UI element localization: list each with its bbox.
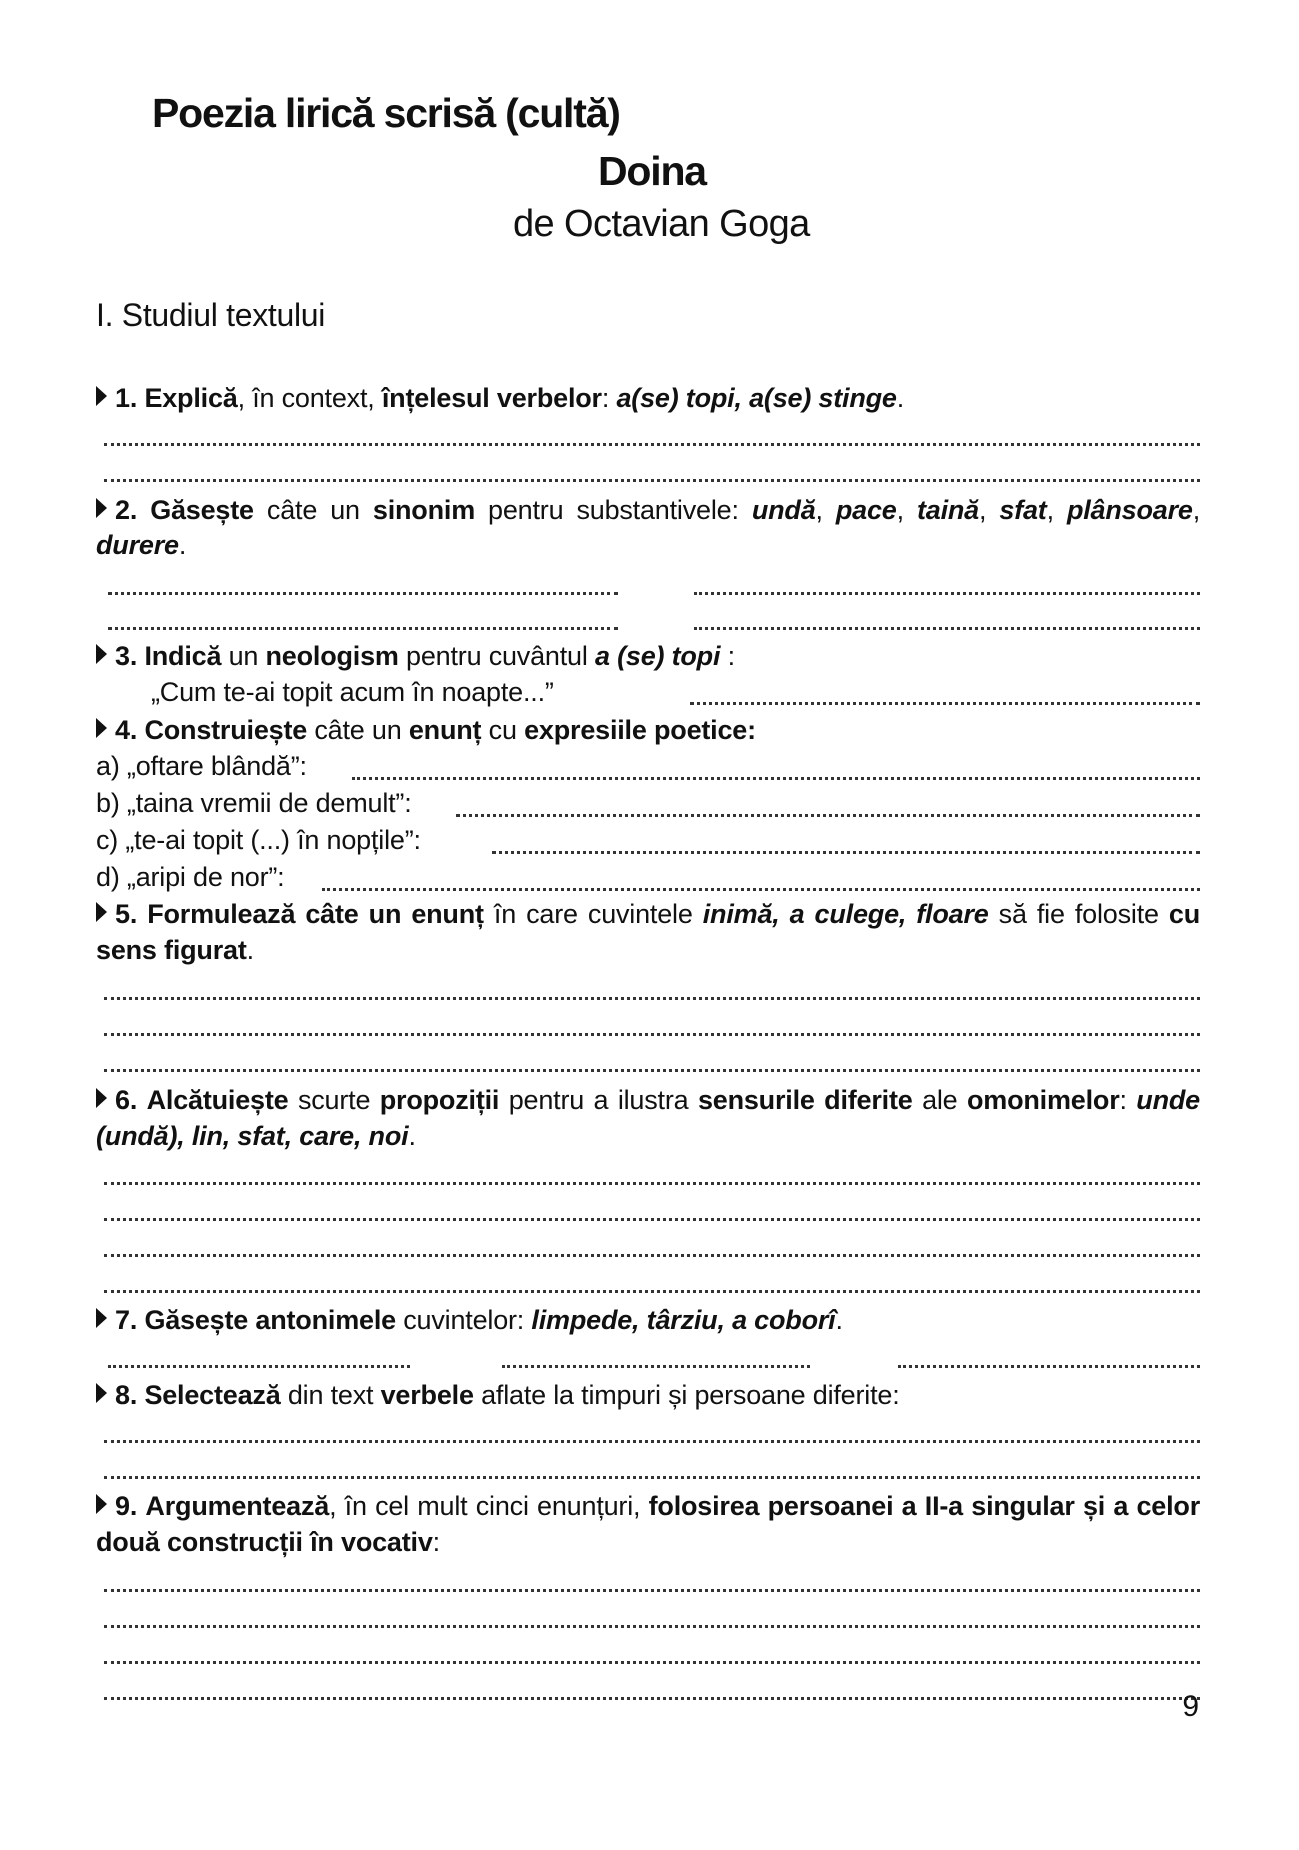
answer-line[interactable] <box>104 1218 1200 1221</box>
question-verb: Găsește antonimele <box>144 1305 396 1335</box>
question-word: plânsoare <box>1066 495 1193 525</box>
question-text: aflate la timpuri și persoane diferite: <box>473 1380 900 1410</box>
question-number: 4. <box>115 715 138 745</box>
question-text: pentru cuvântul <box>398 641 595 671</box>
question-text: : <box>1119 1085 1137 1115</box>
answer-line[interactable] <box>104 997 1200 1000</box>
question-word: sfat <box>999 495 1047 525</box>
question-verb: Explică <box>144 383 238 413</box>
question-number: 1. <box>115 383 138 413</box>
question-text: câte un <box>307 715 409 745</box>
bullet-arrow-icon <box>96 1494 107 1514</box>
question-key: folosirea persoanei a II-a singular și a celor <box>648 1491 1200 1521</box>
question-word: durere <box>96 530 179 560</box>
bullet-arrow-icon <box>96 498 107 518</box>
answer-line[interactable] <box>502 1365 810 1368</box>
question-key: cu <box>1168 899 1201 929</box>
question-number: 9. <box>115 1491 138 1521</box>
bullet-arrow-icon <box>96 1383 107 1403</box>
answer-line[interactable] <box>104 479 1200 482</box>
page-number: 9 <box>1182 1690 1199 1723</box>
section-heading: I. Studiul textului <box>96 297 326 333</box>
question-text: ale <box>912 1085 967 1115</box>
question-text: . <box>896 383 905 413</box>
bullet-arrow-icon <box>96 718 107 738</box>
answer-line[interactable] <box>456 814 1200 817</box>
question-number: 2. <box>115 495 138 525</box>
question-number: 3. <box>115 641 138 671</box>
separator: , <box>896 495 917 525</box>
answer-line[interactable] <box>104 443 1200 446</box>
question-2 <box>96 495 1200 526</box>
question-text: un <box>221 641 266 671</box>
question-key: sens figurat <box>96 935 247 965</box>
separator: , <box>979 495 1000 525</box>
separator: , <box>815 495 836 525</box>
question-text: . <box>408 1121 416 1151</box>
question-text: din text <box>280 1380 381 1410</box>
question-verb: Alcătuiește <box>146 1085 289 1115</box>
question-key: expresiile poetice: <box>524 715 756 745</box>
question-word: undă <box>751 495 816 525</box>
question-key: omonimelor <box>966 1085 1120 1115</box>
quote-line: „Cum te-ai topit acum în noapte...” <box>151 677 554 707</box>
poem-author: de Octavian Goga <box>513 203 810 245</box>
question-text: , în context, <box>237 383 382 413</box>
answer-line[interactable] <box>322 888 1200 891</box>
question-text: pentru substantivele: <box>475 495 752 525</box>
bullet-arrow-icon <box>96 1088 107 1108</box>
item-d-label: d) „aripi de nor”: <box>96 862 285 892</box>
question-words: limpede, târziu, a coborî <box>531 1305 836 1335</box>
question-5-continued <box>96 935 254 966</box>
question-words: (undă), lin, sfat, care, noi <box>96 1121 409 1151</box>
answer-line[interactable] <box>104 1476 1200 1479</box>
question-text: , în cel mult cinci enunțuri, <box>329 1491 649 1521</box>
bullet-arrow-icon <box>96 902 107 922</box>
question-key: sinonim <box>372 495 475 525</box>
answer-line[interactable] <box>104 1625 1200 1628</box>
question-text: . <box>835 1305 843 1335</box>
question-words: inimă, a culege, floare <box>702 899 989 929</box>
answer-line[interactable] <box>104 1290 1200 1293</box>
question-text: pentru a ilustra <box>499 1085 698 1115</box>
question-text: cuvintelor: <box>395 1305 532 1335</box>
answer-line[interactable] <box>108 627 618 630</box>
separator: , <box>1192 495 1201 525</box>
question-6 <box>96 1085 1200 1116</box>
question-verb: Formulează câte un enunț <box>147 899 484 929</box>
separator: , <box>1046 495 1067 525</box>
question-key: sensurile diferite <box>697 1085 913 1115</box>
bullet-arrow-icon <box>96 1308 107 1328</box>
answer-line[interactable] <box>108 1365 410 1368</box>
question-word: a (se) topi <box>594 641 721 671</box>
bullet-arrow-icon <box>96 644 107 664</box>
question-key: propoziții <box>379 1085 500 1115</box>
answer-line[interactable] <box>104 1069 1200 1072</box>
question-text: în care cuvintele <box>483 899 703 929</box>
answer-line[interactable] <box>694 627 1200 630</box>
answer-line[interactable] <box>898 1365 1200 1368</box>
question-verb: Găsește <box>150 495 254 525</box>
question-number: 7. <box>115 1305 138 1335</box>
question-text: . <box>246 935 254 965</box>
question-key: neologism <box>265 641 399 671</box>
question-text: să fie folosite <box>988 899 1169 929</box>
lesson-title: Poezia lirică scrisă (cultă) <box>152 90 620 136</box>
question-text: cu <box>481 715 525 745</box>
question-8 <box>96 1380 900 1411</box>
question-9 <box>96 1491 1200 1522</box>
question-3 <box>96 641 735 672</box>
question-text: : <box>720 641 735 671</box>
question-text: . <box>178 530 187 560</box>
question-number: 6. <box>115 1085 138 1115</box>
item-a-label: a) „oftare blândă”: <box>96 751 307 781</box>
bullet-arrow-icon <box>96 386 107 406</box>
question-word: unde <box>1136 1085 1200 1115</box>
question-text: : <box>432 1527 440 1557</box>
answer-line[interactable] <box>104 1697 1200 1700</box>
poem-title: Doina <box>598 148 706 194</box>
question-verb: Selectează <box>144 1380 281 1410</box>
question-5 <box>96 899 1200 930</box>
question-9-continued <box>96 1527 440 1558</box>
answer-line[interactable] <box>104 1661 1200 1664</box>
answer-line[interactable] <box>690 702 1200 705</box>
question-key: două construcții în vocativ <box>96 1527 433 1557</box>
question-text: scurte <box>288 1085 380 1115</box>
answer-line[interactable] <box>108 592 618 595</box>
question-key: înțelesul verbelor <box>381 383 602 413</box>
question-7 <box>96 1305 843 1336</box>
question-word: pace <box>835 495 897 525</box>
question-4 <box>96 715 756 746</box>
answer-line[interactable] <box>104 1440 1200 1443</box>
answer-line[interactable] <box>104 1589 1200 1592</box>
answer-line[interactable] <box>104 1254 1200 1257</box>
question-number: 8. <box>115 1380 138 1410</box>
question-key: verbele <box>380 1380 474 1410</box>
answer-line[interactable] <box>104 1033 1200 1036</box>
item-c-label: c) „te-ai topit (...) în nopțile”: <box>96 825 421 855</box>
question-1 <box>96 383 904 414</box>
question-key: enunț <box>408 715 482 745</box>
question-2-continued <box>96 530 186 561</box>
question-number: 5. <box>115 899 138 929</box>
answer-line[interactable] <box>694 592 1200 595</box>
question-verb: Construiește <box>144 715 308 745</box>
answer-line[interactable] <box>492 851 1200 854</box>
answer-line[interactable] <box>104 1182 1200 1185</box>
item-b-label: b) „taina vremii de demult”: <box>96 788 412 818</box>
question-text: : <box>601 383 617 413</box>
question-text: câte un <box>253 495 373 525</box>
answer-line[interactable] <box>352 777 1200 780</box>
question-verb: Indică <box>144 641 222 671</box>
question-verb: Argumentează <box>145 1491 330 1521</box>
question-words: a(se) topi, a(se) stinge <box>616 383 897 413</box>
question-6-continued <box>96 1121 416 1152</box>
question-word: taină <box>916 495 980 525</box>
